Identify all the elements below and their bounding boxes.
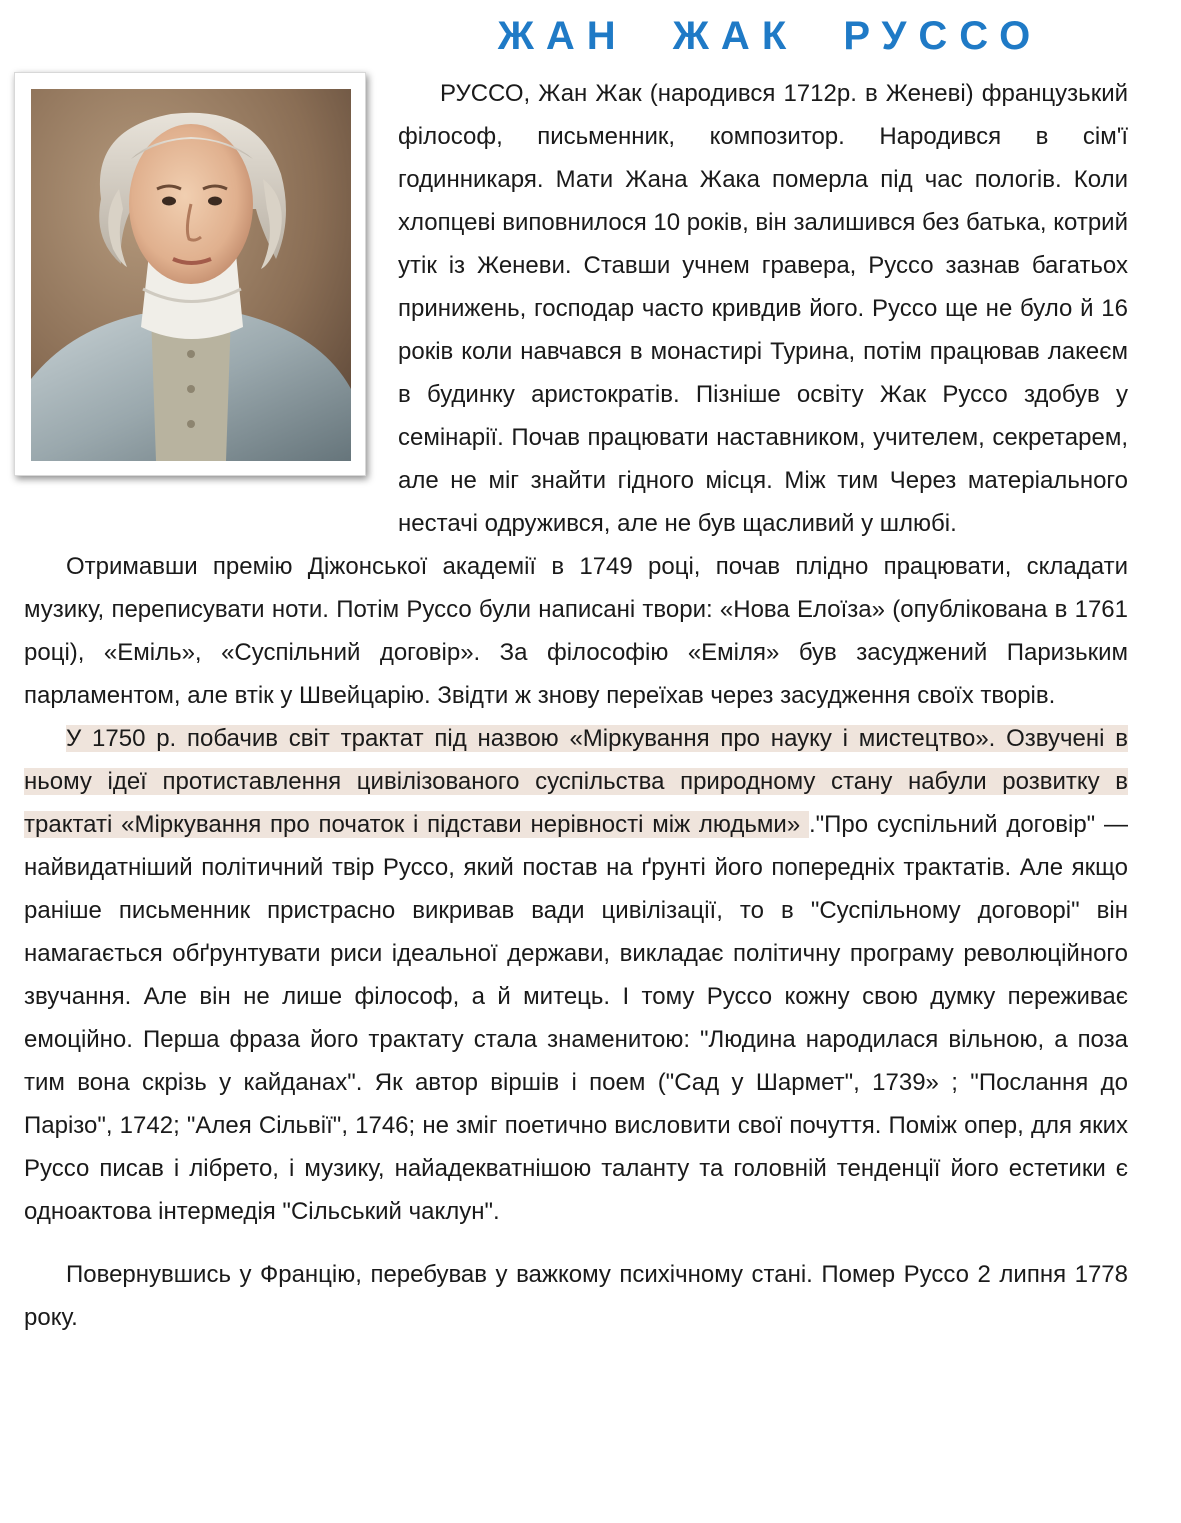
paragraph-biography-early: РУССО, Жан Жак (народився 1712р. в Женеві) французький філософ, письменник, композитор. Народився в сім'ї годинникаря. Мати Жана Жака померла під час пологів. Коли хлопцеві виповнилося 10 років, він залишився без батька, котрий утік із Женеви. Ставши учнем гравера, Руссо зазнав багатьох принижень, господар часто кривдив його. Руссо ще не було й 16 років коли навчався в монастирі Турина, потім працював лакеєм в будинку аристократів. Пізніше освіту Жак Руссо здобув у семінарії. Почав працювати наставником, учителем, секретарем, але не міг знайти гідного місця. Між тим Через матеріального нестачі одружився, але не був щасливий у шлюбі. [398,80,1128,537]
page-title: ЖАН ЖАК РУССО [497,14,1043,58]
article-body [24,72,1128,1339]
highlighted-text: У 1750 р. побачив світ трактат під назвою «Міркування про науку і мистецтво». Озвучені в ньому ідеї протиставлення цивілізованого суспільства природному стану набули розвитку в трактаті «Міркування про початок і підстави нерівності між людьми» [24,725,1128,838]
paragraph-treatises [24,717,1128,1233]
portrait-float-spacer [24,72,398,504]
paragraph-works: Отримавши премію Діжонської академії в 1749 році, почав плідно працювати, складати музику, переписувати ноти. Потім Руссо були написані твори: «Нова Елоїза» (опублікована в 1761 році), «Еміль», «Суспільний договір». За філософію «Еміля» був засуджений Паризьким парламентом, але втік у Швейцарію. Звідти ж знову переїхав через засудження своїх творів. [24,553,1128,709]
paragraph-treatises-rest: ."Про суспільний договір" — найвидатніший політичний твір Руссо, який постав на ґрунті його попередніх трактатів. Але якщо раніше письменник пристрасно викривав вади цивілізації, то в "Суспільному договорі" він намагається обґрунтувати риси ідеальної держави, викладає політичну програму революційного звучання. Але він не лише філософ, а й митець. І тому Руссо кожну свою думку переживає емоційно. Перша фраза його трактату стала знаменитою: "Людина народилася вільною, а поза тим вона скрізь у кайданах". Як автор віршів і поем ("Сад у Шармет", 1739» ; "Послання до Парізо", 1742; "Алея Сільвії", 1746; не зміг поетично висловити свої почуття. Поміж опер, для яких Руссо писав і лібрето, і музику, найадекватнішою таланту та головній тенденції його естетики є одноактова інтермедія "Сільський чаклун". [24,811,1128,1225]
paragraph-death: Повернувшись у Францію, перебував у важкому психічному стані. Помер Руссо 2 липня 1778 року. [24,1261,1128,1331]
